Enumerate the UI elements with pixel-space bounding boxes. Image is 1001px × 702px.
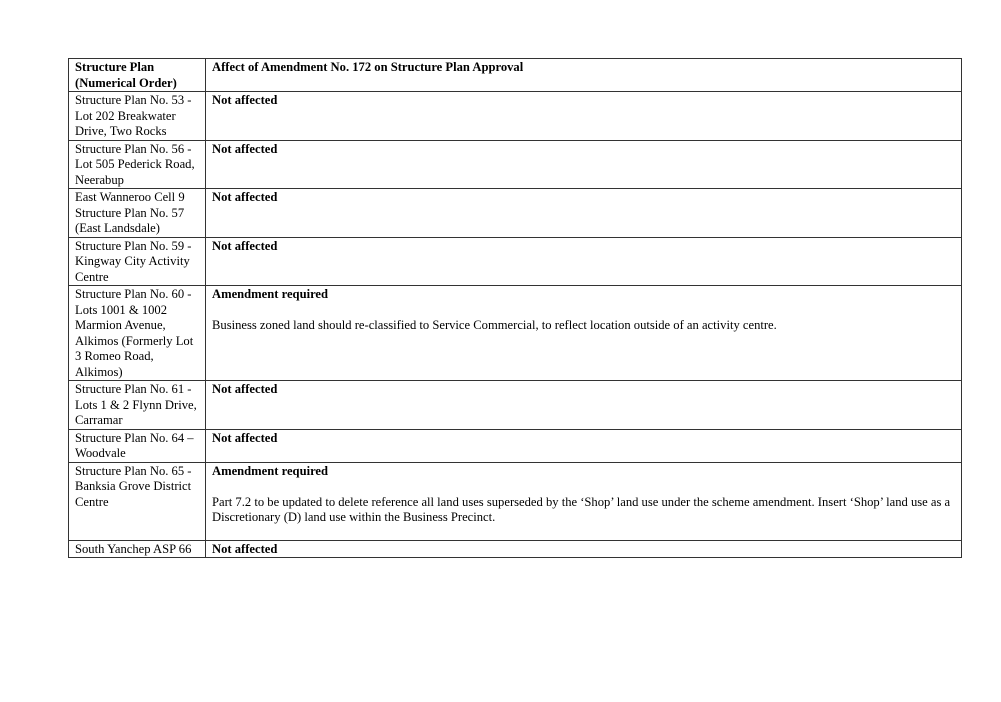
- table-row: [69, 189, 962, 238]
- affect-cell: [206, 540, 962, 558]
- affect-cell: [206, 92, 962, 141]
- affect-cell: [206, 429, 962, 462]
- status-text: Not affected: [212, 93, 278, 107]
- table-row: [69, 429, 962, 462]
- structure-plan-name: South Yanchep ASP 66: [69, 540, 206, 558]
- table-header-row: [69, 59, 962, 92]
- table-row: [69, 286, 962, 381]
- structure-plan-name: Structure Plan No. 53 - Lot 202 Breakwater Drive, Two Rocks: [69, 92, 206, 141]
- header-amendment-affect: Affect of Amendment No. 172 on Structure Plan Approval: [206, 59, 962, 92]
- note-text: Business zoned land should re-classified to Service Commercial, to reflect location outside of an activity centre.: [212, 318, 777, 332]
- affect-cell: [206, 189, 962, 238]
- status-text: Not affected: [212, 430, 278, 445]
- status-text: Amendment required: [212, 463, 329, 478]
- status-text: Not affected: [212, 190, 278, 204]
- affect-cell: [206, 237, 962, 286]
- structure-plan-name: Structure Plan No. 61 - Lots 1 & 2 Flynn Drive, Carramar: [69, 381, 206, 430]
- affect-cell: [206, 286, 962, 381]
- status-text: Not affected: [212, 382, 278, 396]
- structure-plan-name: Structure Plan No. 65 - Banksia Grove District Centre: [69, 462, 206, 540]
- affect-cell: [206, 140, 962, 189]
- table-row: [69, 462, 962, 540]
- status-text: Amendment required: [212, 287, 329, 301]
- structure-plan-name: Structure Plan No. 56 - Lot 505 Pederick Road, Neerabup: [69, 140, 206, 189]
- table-row: [69, 381, 962, 430]
- table-row: [69, 237, 962, 286]
- structure-plan-name: East Wanneroo Cell 9 Structure Plan No. 57 (East Landsdale): [69, 189, 206, 238]
- structure-plan-name: Structure Plan No. 60 - Lots 1001 & 1002 Marmion Avenue, Alkimos (Formerly Lot 3 Romeo Road, Alkimos): [69, 286, 206, 381]
- table-row: [69, 140, 962, 189]
- affect-cell: [206, 381, 962, 430]
- status-text: Not affected: [212, 238, 278, 253]
- status-text: Not affected: [212, 141, 278, 156]
- table-row: [69, 540, 962, 558]
- structure-plan-name: Structure Plan No. 64 – Woodvale: [69, 429, 206, 462]
- structure-plan-table: [68, 58, 962, 558]
- affect-cell: [206, 462, 962, 540]
- status-text: Not affected: [212, 541, 278, 556]
- header-structure-plan: Structure Plan (Numerical Order): [69, 59, 206, 92]
- table-row: [69, 92, 962, 141]
- note-text: Part 7.2 to be updated to delete reference all land uses superseded by the ‘Shop’ land use under the scheme amendment. Insert ‘Shop’ land use as a Discretionary (D) land use within the Business Precinct.: [212, 494, 951, 524]
- structure-plan-name: Structure Plan No. 59 - Kingway City Activity Centre: [69, 237, 206, 286]
